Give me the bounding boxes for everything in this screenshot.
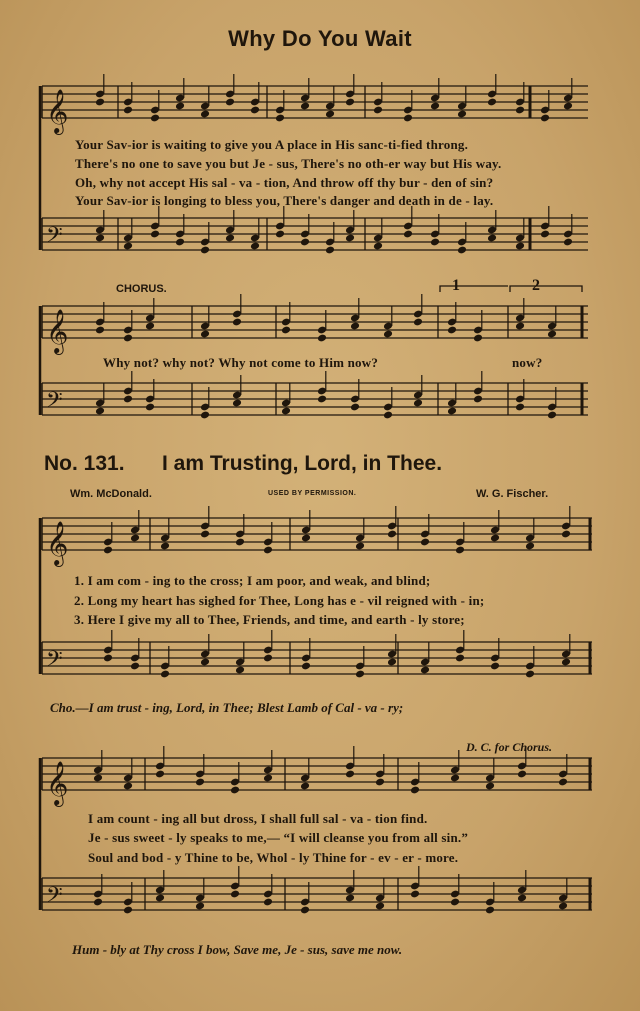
- h1-bass-1-note-lower-2: [123, 242, 133, 251]
- h2-treble-2-note-lower-9: [375, 778, 385, 787]
- h1-bass-2-clef: 𝄢: [46, 388, 63, 418]
- hymn1-verse-line-1: Your Sav-ior is waiting to give you A place in His sanc-ti-fied throng.: [75, 137, 469, 152]
- h1-treble-1-note-lower-18: [540, 114, 550, 123]
- h2-treble-1-note-lower-13: [525, 542, 535, 551]
- h1-bass-1-note-lower-8: [275, 230, 285, 239]
- h2-treble-1-note-lower-9: [387, 530, 397, 539]
- h1-bass-1-note-lower-5: [200, 246, 210, 255]
- h1-treble-1-note-lower-5: [200, 110, 210, 119]
- h1-bass-1-note-lower-14: [430, 238, 440, 247]
- h2-treble-2-note-lower-8: [345, 770, 355, 779]
- h1-bass-2-note-lower-7: [317, 395, 327, 404]
- h2-treble-1-note-lower-11: [455, 546, 465, 555]
- h1-treble-2-note-lower-8: [350, 322, 360, 331]
- h2-bass-2-note-lower-11: [450, 898, 460, 907]
- volta-bracket-1: [440, 286, 508, 292]
- h1-treble-1-clef: 𝄞: [46, 89, 69, 133]
- h2-treble-1-note-lower-2: [130, 534, 140, 543]
- h2-bass-1-note-lower-12: [490, 662, 500, 671]
- h1-treble-2-clef: 𝄞: [46, 309, 69, 353]
- hymn1-chorus-lyric-end: now?: [512, 355, 543, 370]
- h2-treble-2-note-lower-14: [558, 778, 568, 787]
- h1-bass-1-clef: 𝄢: [46, 223, 63, 253]
- h2-treble-2-note-lower-1: [93, 774, 103, 783]
- h2-bass-2-note-lower-6: [263, 898, 273, 907]
- h2-treble-2-note-lower-10: [410, 786, 420, 795]
- h1-bass-1-note-lower-15: [457, 246, 467, 255]
- h1-treble-2-note-lower-4: [200, 330, 210, 339]
- h2-treble-1-note-lower-5: [235, 538, 245, 547]
- h1-treble-1-note-lower-12: [373, 106, 383, 115]
- h1-bass-1-note-lower-12: [373, 242, 383, 251]
- h1-bass-2-note-lower-8: [350, 403, 360, 412]
- h1-treble-1-note-lower-19: [563, 102, 573, 111]
- h1-treble-2-note-lower-12: [473, 334, 483, 343]
- h2-bass-2-note-lower-8: [345, 894, 355, 903]
- h1-bass-2-note-lower-10: [413, 399, 423, 408]
- h2-treble-2-note-lower-13: [517, 770, 527, 779]
- hymn2-number: No. 131.: [44, 452, 125, 475]
- h1-bass-2-note-lower-1: [95, 407, 105, 416]
- h2-bass-2-note-lower-7: [300, 906, 310, 915]
- h1-bass-1-note-lower-11: [345, 234, 355, 243]
- h2-bass-1-note-lower-9: [387, 658, 397, 667]
- h2-bass-2-note-lower-2: [123, 906, 133, 915]
- h1-bass-2-note-lower-14: [547, 411, 557, 420]
- h2-bass-1-note-lower-5: [235, 666, 245, 675]
- h1-treble-1-note-lower-2: [123, 106, 133, 115]
- hymn2-dc-marking: D. C. for Chorus.: [466, 740, 553, 754]
- h2-bass-2-note-lower-1: [93, 898, 103, 907]
- h1-treble-1-note-lower-13: [403, 114, 413, 123]
- h1-treble-2-note-lower-9: [383, 330, 393, 339]
- h2-treble-1-note-lower-10: [420, 538, 430, 547]
- h2-bass-1-note-lower-8: [355, 670, 365, 679]
- h2-bass-1-note-lower-2: [130, 662, 140, 671]
- h2-bass-1-note-lower-7: [301, 662, 311, 671]
- hymn1-chorus-label: CHORUS.: [116, 283, 167, 295]
- h1-bass-2-note-lower-11: [447, 407, 457, 416]
- h2-treble-1-note-lower-6: [263, 546, 273, 555]
- h1-bass-1-note-lower-7: [250, 242, 260, 251]
- hymn2-verse-a-line-1: 1. I am com - ing to the cross; I am poor, and weak, and blind;: [74, 573, 431, 588]
- h1-bass-1-note-lower-16: [487, 234, 497, 243]
- h2-bass-1-note-lower-1: [103, 654, 113, 663]
- h1-treble-1-note-lower-4: [175, 102, 185, 111]
- h1-treble-1-note-lower-7: [250, 106, 260, 115]
- h2-treble-2-note-lower-12: [485, 782, 495, 791]
- hymn2-chorus-b: Hum - bly at Thy cross I bow, Save me, Je - sus, save me now.: [72, 942, 403, 957]
- hymn1-verse-line-2: There's no one to save you but Je - sus, There's no oth-er way but His way.: [75, 156, 502, 171]
- h1-bass-2-note-lower-6: [281, 407, 291, 416]
- h1-bass-2-note-lower-13: [515, 403, 525, 412]
- h2-bass-2-note-lower-4: [195, 902, 205, 911]
- h1-bass-2-note-lower-9: [383, 411, 393, 420]
- hymn2-verse-a-line-3: 3. Here I give my all to Thee, Friends, and time, and earth - ly store;: [74, 612, 465, 627]
- h2-bass-2-note-lower-5: [230, 890, 240, 899]
- h2-treble-1-note-lower-14: [561, 530, 571, 539]
- hymn2-permission: USED BY PERMISSION.: [268, 490, 357, 497]
- h1-bass-2-note-lower-3: [145, 403, 155, 412]
- h1-treble-2-note-lower-3: [145, 322, 155, 331]
- hymn1-chorus-lyric: Why not? why not? Why not come to Him now?: [103, 355, 379, 370]
- h1-treble-2-note-lower-6: [281, 326, 291, 335]
- h1-treble-2-note-lower-14: [547, 330, 557, 339]
- h2-treble-2-clef: 𝄞: [46, 761, 69, 805]
- h2-treble-2-note-lower-2: [123, 782, 133, 791]
- hymn1-title: Why Do You Wait: [228, 26, 412, 51]
- h2-bass-1-note-lower-13: [525, 670, 535, 679]
- h2-bass-2-note-lower-12: [485, 906, 495, 915]
- h2-treble-1-note-lower-12: [490, 534, 500, 543]
- h1-treble-1-note-lower-8: [275, 114, 285, 123]
- hymn1-ending-1: 1: [452, 277, 460, 294]
- h1-treble-1-note-lower-10: [325, 110, 335, 119]
- h1-bass-2-note-lower-12: [473, 395, 483, 404]
- h2-bass-2-note-lower-9: [375, 902, 385, 911]
- h2-treble-2-note-lower-4: [195, 778, 205, 787]
- h1-bass-2-note-lower-4: [200, 411, 210, 420]
- h1-treble-2-note-lower-2: [123, 334, 133, 343]
- h1-treble-1-note-lower-16: [487, 98, 497, 107]
- h1-treble-1-note-lower-3: [150, 114, 160, 123]
- h1-bass-1-note-lower-4: [175, 238, 185, 247]
- h2-bass-2-clef: 𝄢: [46, 883, 63, 913]
- h2-treble-2-note-lower-6: [263, 774, 273, 783]
- h2-bass-2-note-lower-13: [517, 894, 527, 903]
- h1-bass-1-note-lower-19: [563, 238, 573, 247]
- volta-bracket-2: [510, 286, 582, 292]
- h1-treble-1-note-lower-15: [457, 110, 467, 119]
- hymn2-words-credit: Wm. McDonald.: [70, 488, 152, 500]
- h2-bass-2-note-lower-14: [558, 902, 568, 911]
- h1-treble-2-note-lower-7: [317, 334, 327, 343]
- hymn1-verse-line-4: Your Sav-ior is longing to bless you, There's danger and death in de - lay.: [75, 193, 494, 208]
- hymn1-ending-2: 2: [532, 277, 540, 294]
- h1-treble-1-note-lower-11: [345, 98, 355, 107]
- h2-treble-1-note-lower-8: [355, 542, 365, 551]
- h1-bass-1-note-lower-3: [150, 230, 160, 239]
- h1-treble-2-note-lower-11: [447, 326, 457, 335]
- hymn2-chorus-a: Cho.—I am trust - ing, Lord, in Thee; Blest Lamb of Cal - va - ry;: [50, 700, 404, 715]
- h1-treble-2-note-lower-10: [413, 318, 423, 327]
- hymn2-verse-a-line-2: 2. Long my heart has sighed for Thee, Long has e - vil reigned with - in;: [74, 593, 485, 608]
- h1-treble-1-note-lower-9: [300, 102, 310, 111]
- h2-bass-1-note-lower-10: [420, 666, 430, 675]
- h2-treble-1-note-lower-7: [301, 534, 311, 543]
- h2-bass-2-note-lower-10: [410, 890, 420, 899]
- h1-bass-1-note-lower-13: [403, 230, 413, 239]
- h2-treble-2-note-lower-11: [450, 774, 460, 783]
- h2-treble-2-note-lower-3: [155, 770, 165, 779]
- h2-bass-1-note-lower-14: [561, 658, 571, 667]
- h1-bass-1-note-lower-9: [300, 238, 310, 247]
- h1-treble-2-note-lower-13: [515, 322, 525, 331]
- h2-bass-1-note-lower-4: [200, 658, 210, 667]
- h1-treble-1-note-lower-17: [515, 106, 525, 115]
- h2-bass-1-clef: 𝄢: [46, 647, 63, 677]
- h2-treble-2-note-lower-7: [300, 782, 310, 791]
- h1-treble-1-note-lower-1: [95, 98, 105, 107]
- h1-bass-2-note-lower-5: [232, 399, 242, 408]
- hymn2-verse-b-line-3: Soul and bod - y Thine to be, Whol - ly Thine for - ev - er - more.: [88, 850, 459, 865]
- h1-bass-1-note-lower-10: [325, 246, 335, 255]
- h2-treble-1-note-lower-3: [160, 542, 170, 551]
- h2-bass-1-note-lower-6: [263, 654, 273, 663]
- hymn1-verse-line-3: Oh, why not accept His sal - va - tion, And throw off thy bur - den of sin?: [75, 175, 494, 190]
- h2-treble-1-note-lower-1: [103, 546, 113, 555]
- h1-bass-1-note-lower-1: [95, 234, 105, 243]
- h1-treble-2-note-lower-5: [232, 318, 242, 327]
- h2-bass-2-note-lower-3: [155, 894, 165, 903]
- hymn2-title: I am Trusting, Lord, in Thee.: [162, 452, 443, 475]
- hymn2-verse-b-line-1: I am count - ing all but dross, I shall full sal - va - tion find.: [88, 811, 428, 826]
- h2-treble-1-clef: 𝄞: [46, 521, 69, 565]
- h1-treble-1-note-lower-6: [225, 98, 235, 107]
- hymn2-verse-b-line-2: Je - sus sweet - ly speaks to me,— “I will cleanse you from all sin.”: [88, 830, 469, 845]
- h2-treble-1-note-lower-4: [200, 530, 210, 539]
- h2-bass-1-note-lower-11: [455, 654, 465, 663]
- h2-treble-2-note-lower-5: [230, 786, 240, 795]
- h1-treble-1-note-lower-14: [430, 102, 440, 111]
- h1-treble-2-note-lower-1: [95, 326, 105, 335]
- h2-bass-1-note-lower-3: [160, 670, 170, 679]
- h1-bass-2-note-lower-2: [123, 395, 133, 404]
- h1-bass-1-note-lower-17: [515, 242, 525, 251]
- h1-bass-1-note-lower-18: [540, 230, 550, 239]
- hymn2-music-credit: W. G. Fischer.: [476, 488, 549, 500]
- h1-bass-1-note-lower-6: [225, 234, 235, 243]
